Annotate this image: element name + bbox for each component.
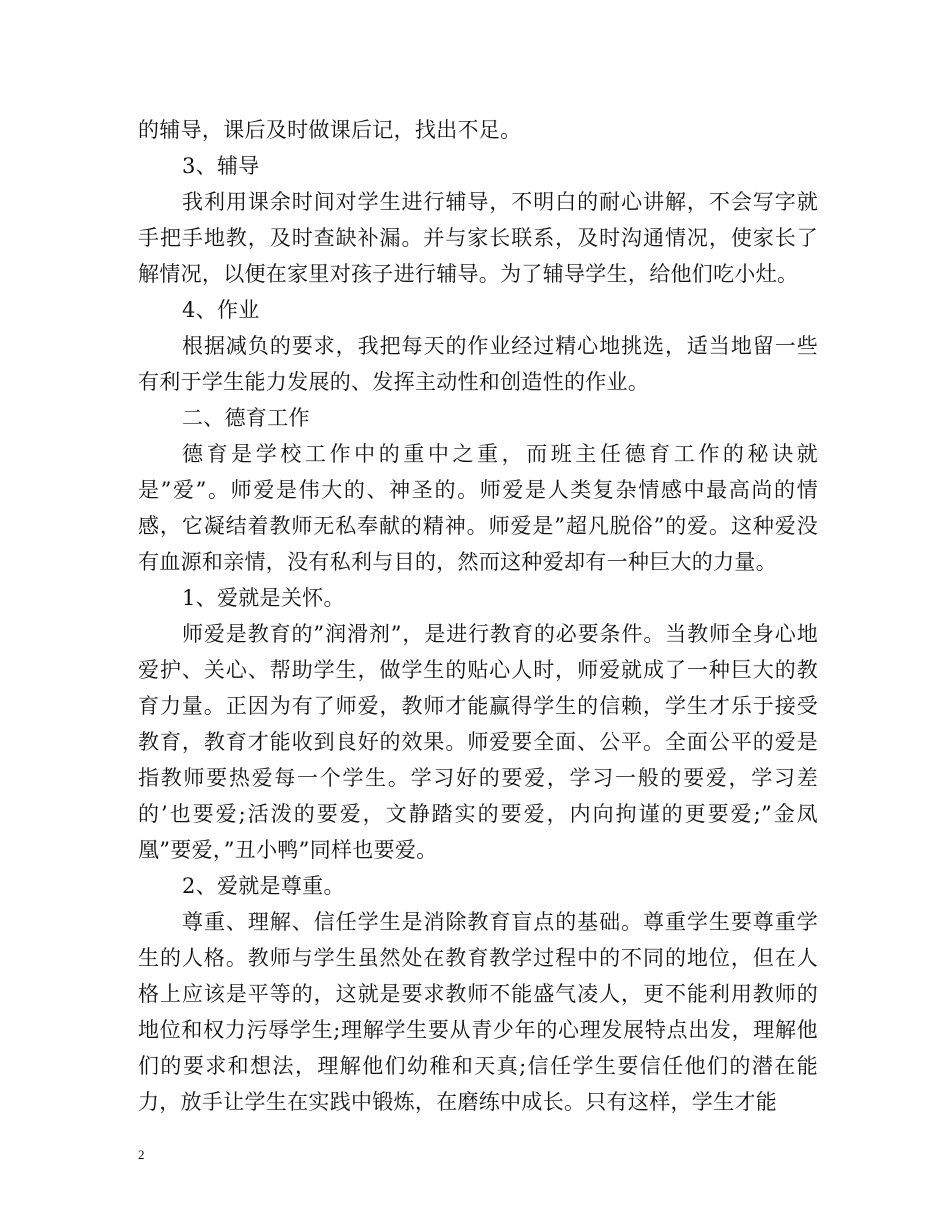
paragraph: 尊重、理解、信任学生是消除教育盲点的基础。尊重学生要尊重学生的人格。教师与学生虽然处在教育教学过程中的不同的地位，但在人格上应该是平等的，这就是要求教师不能盛气凌人，更不能利用教师的地位和权力污辱学生;理解学生要从青少年的心理发展特点出发，理解他们的要求和想法，理解他们幼稚和天真;信任学生要信任他们的潜在能力，放手让学生在实践中锻炼，在磨练中成长。只有这样，学生才能 <box>138 910 818 1114</box>
paragraph: 根据减负的要求，我把每天的作业经过精心地挑选，适当地留一些有利于学生能力发展的、发挥主动性和创造性的作业。 <box>138 334 818 394</box>
paragraph: 师爱是教育的”润滑剂”，是进行教育的必要条件。当教师全身心地爱护、关心、帮助学生，做学生的贴心人时，师爱就成了一种巨大的教育力量。正因为有了师爱，教师才能赢得学生的信赖，学生才乐于接受教育，教育才能收到良好的效果。师爱要全面、公平。全面公平的爱是指教师要热爱每一个学生。学习好的要爱，学习一般的要爱，学习差的’也要爱;活泼的要爱，文静踏实的要爱，内向拘谨的更要爱;”金凤凰”要爱，”丑小鸭”同样也要爱。 <box>138 622 818 862</box>
body-text <box>138 112 818 1120</box>
section-heading: 2、爱就是尊重。 <box>182 874 345 898</box>
paragraph: 的辅导，课后及时做课后记，找出不足。 <box>138 118 522 142</box>
section-heading: 二、德育工作 <box>182 406 310 430</box>
section-heading: 4、作业 <box>182 298 260 322</box>
page-number: 2 <box>138 1147 145 1162</box>
section-heading: 3、辅导 <box>182 154 260 178</box>
paragraph: 德育是学校工作中的重中之重，而班主任德育工作的秘诀就是”爱”。师爱是伟大的、神圣的。师爱是人类复杂情感中最高尚的情感，它凝结着教师无私奉献的精神。师爱是”超凡脱俗”的爱。这种爱没有血源和亲情，没有私利与目的，然而这种爱却有一种巨大的力量。 <box>138 442 818 574</box>
section-heading: 1、爱就是关怀。 <box>182 586 345 610</box>
paragraph: 我利用课余时间对学生进行辅导，不明白的耐心讲解，不会写字就手把手地教，及时查缺补漏。并与家长联系，及时沟通情况，使家长了解情况，以便在家里对孩子进行辅导。为了辅导学生，给他们吃小灶。 <box>138 190 818 286</box>
